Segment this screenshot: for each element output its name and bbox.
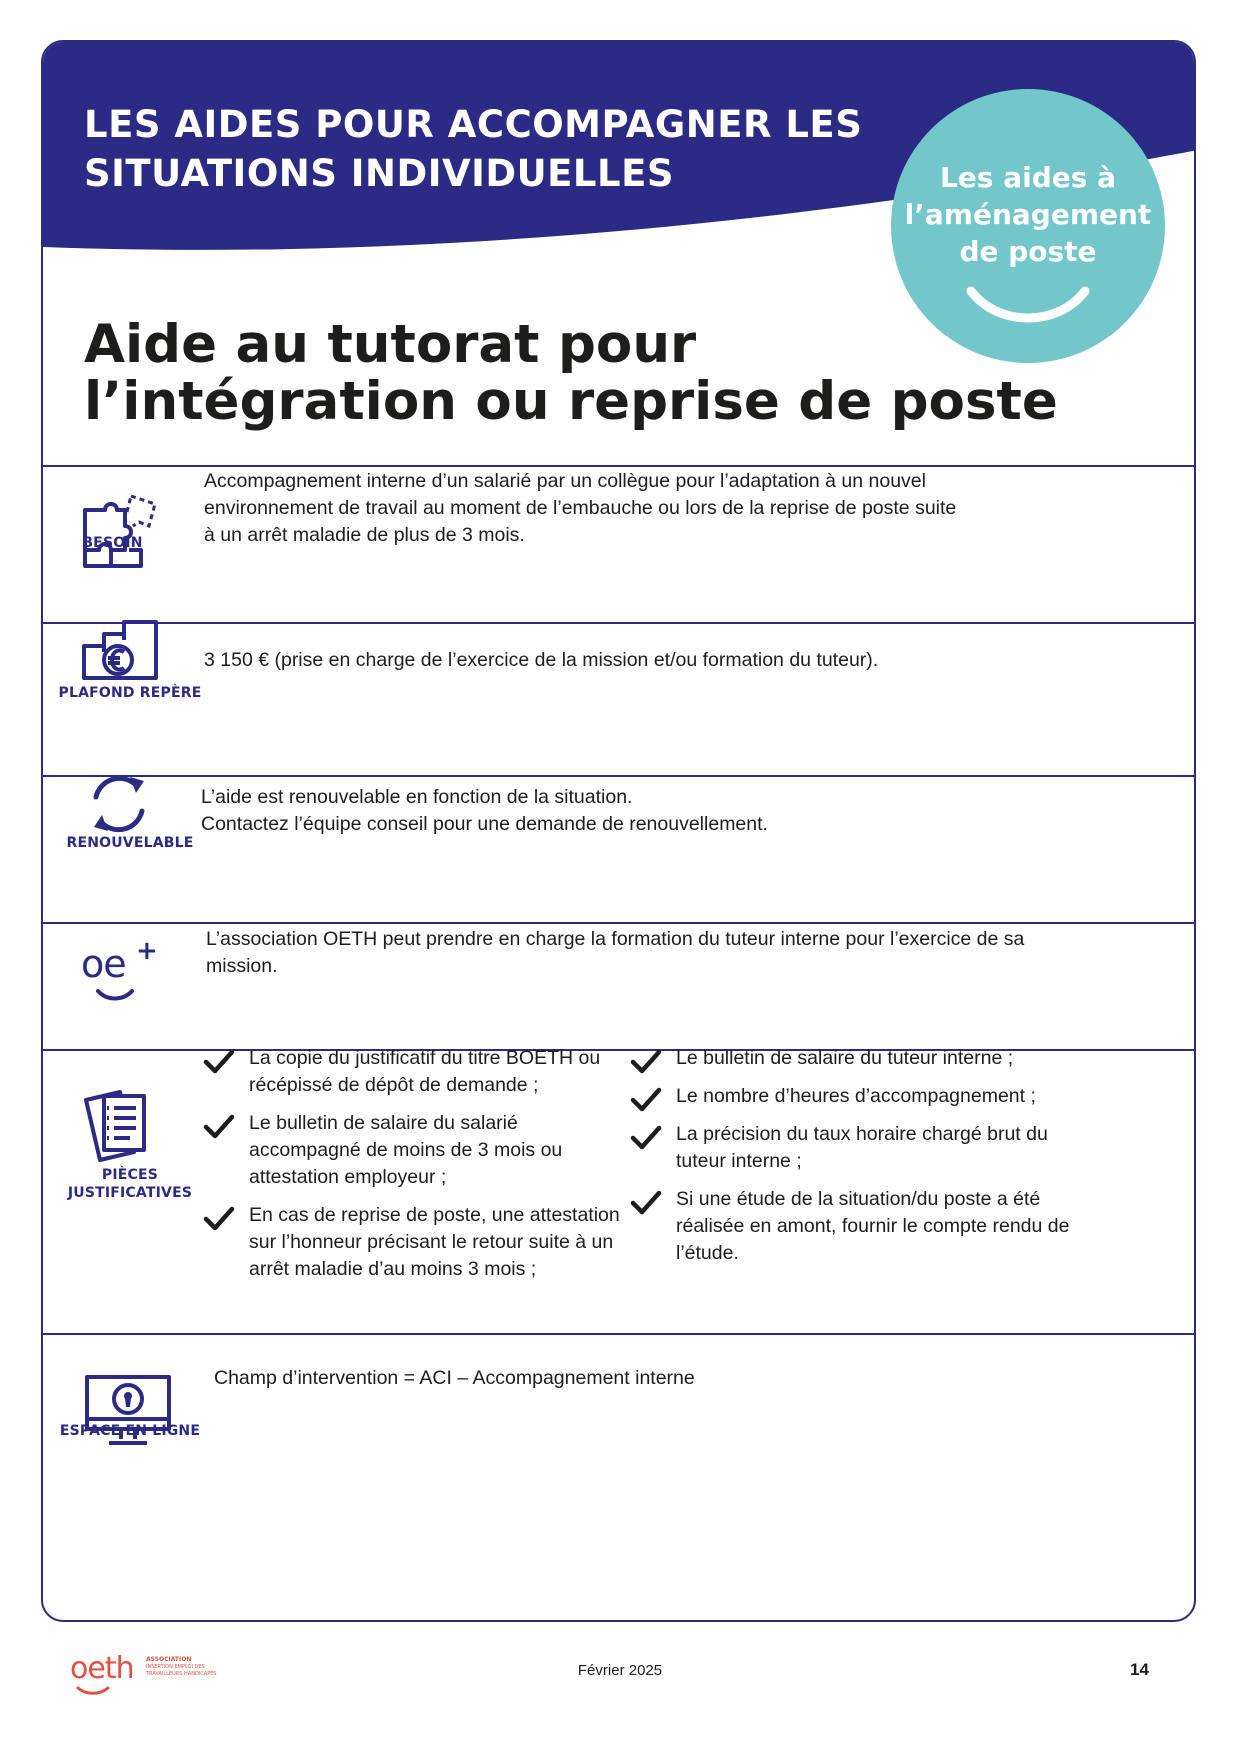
- plafond-text: 3 150 € (prise en charge de l’exercice de la mission et/ou formation du tuteur).: [204, 649, 879, 671]
- refresh-icon: [86, 771, 152, 842]
- list-item: En cas de reprise de poste, une attestation sur l’honneur précisant le retour suite à un arrêt maladie d’au moins 3 mois ;: [203, 1202, 623, 1283]
- section-heading: [84, 100, 862, 198]
- check-icon: [630, 1190, 662, 1216]
- list-item: La copie du justificatif du titre BOETH ou récépissé de dépôt de demande ;: [203, 1045, 623, 1099]
- left-checklist: [203, 1045, 623, 1294]
- computer-lock-icon: [83, 1373, 173, 1454]
- list-item: La précision du taux horaire chargé brut du tuteur interne ;: [630, 1121, 1090, 1175]
- euro-stairs-icon: [80, 618, 160, 687]
- divider: [43, 922, 1196, 924]
- divider: [43, 465, 1196, 467]
- renouvelable-text: L’aide est renouvelable en fonction de la situation. Contactez l’équipe conseil pour une demande de renouvellement.: [201, 786, 768, 835]
- divider: [43, 622, 1196, 624]
- check-icon: [630, 1049, 662, 1075]
- documents-icon: [80, 1088, 152, 1167]
- list-item: Si une étude de la situation/du poste a été réalisée en amont, fournir le compte rendu de l’étude.: [630, 1186, 1090, 1267]
- check-icon: [630, 1125, 662, 1151]
- plafond-label: PLAFOND REPÈRE: [58, 685, 202, 701]
- pieces-label: PIÈCES JUSTIFICATIVES: [67, 1167, 193, 1201]
- divider: [43, 1333, 1196, 1335]
- list-item: Le bulletin de salaire du salarié accompagné de moins de 3 mois ou attestation employeur ;: [203, 1110, 623, 1191]
- oeth-text: L’association OETH peut prendre en charge la formation du tuteur interne pour l’exercice de sa mission.: [206, 928, 1025, 977]
- check-icon: [203, 1049, 235, 1075]
- espace-label: ESPACE EN LIGNE: [59, 1423, 201, 1439]
- oeth-logo-icon: oe +: [81, 922, 171, 1002]
- right-checklist: [630, 1045, 1090, 1278]
- besoin-text: Accompagnement interne d’un salarié par un collègue pour l’adaptation à un nouvel environnement de travail au moment de l’embauche ou lors de la reprise de poste suite à un arrêt maladie de plus de 3 mois.: [204, 470, 957, 546]
- check-icon: [630, 1087, 662, 1113]
- list-item: Le bulletin de salaire du tuteur interne ;: [630, 1045, 1090, 1072]
- category-badge-text: Les aides à l’aménagement de poste: [904, 161, 1152, 268]
- espace-text: Champ d’intervention = ACI – Accompagnement interne: [214, 1367, 695, 1389]
- besoin-label: BESOIN: [82, 535, 143, 551]
- renouvelable-label: RENOUVELABLE: [66, 835, 194, 851]
- section-heading-line1: LES AIDES POUR ACCOMPAGNER LES: [84, 103, 863, 146]
- info-card: [41, 40, 1196, 1622]
- page-title: Aide au tutorat pour l’intégration ou reprise de poste: [84, 314, 1058, 432]
- check-icon: [203, 1206, 235, 1232]
- check-icon: [203, 1114, 235, 1140]
- list-item: Le nombre d’heures d’accompagnement ;: [630, 1083, 1090, 1110]
- footer-date: Février 2025: [577, 1662, 663, 1679]
- divider: [43, 775, 1196, 777]
- section-heading-line2: SITUATIONS INDIVIDUELLES: [84, 152, 674, 195]
- page-number: 14: [1130, 1660, 1149, 1679]
